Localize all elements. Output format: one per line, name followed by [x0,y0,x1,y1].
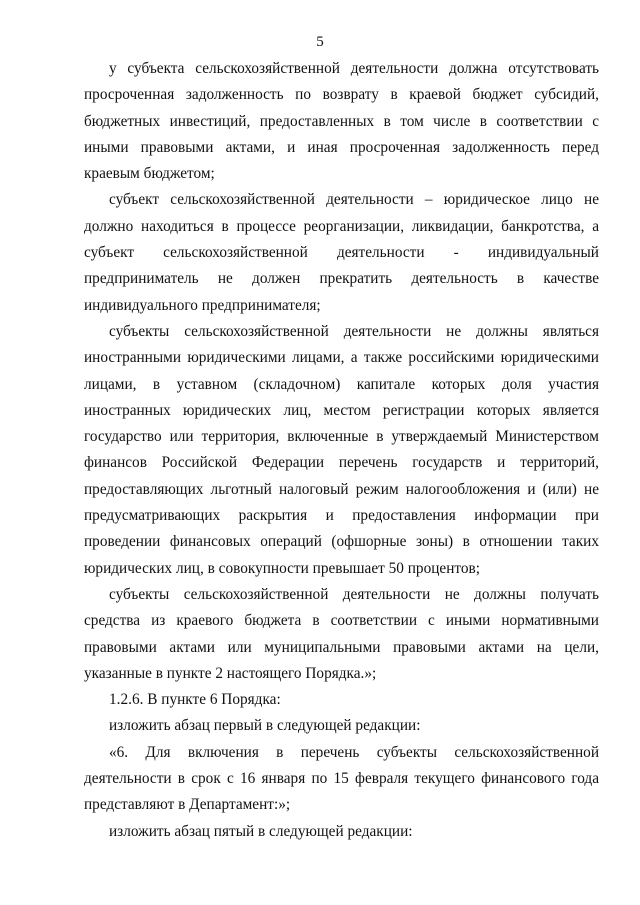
document-body [84,56,599,845]
paragraph-other-funds: субъекты сельскохозяйственной деятельности не должны получать средства из краевого бюджета в соответствии с иными нормативными правовыми актами или муниципальными правовыми актами на цели, указанные в пункте 2 настоящего Порядка.»; [84,585,599,682]
paragraph-first-abzac-instruction: изложить абзац первый в следующей редакции: [109,717,421,735]
paragraph-fifth-abzac-instruction: изложить абзац пятый в следующей редакции: [109,822,413,840]
paragraph-clause-1-2-6: 1.2.6. В пункте 6 Порядка: [109,691,281,709]
paragraph-overdue-debt: у субъекта сельскохозяйственной деятельности должна отсутствовать просроченная задолженность по возврату в краевой бюджет субсидий, бюджетных инвестиций, предоставленных в том числе в соответствии с иными правовыми актами, и иная просроченная задолженность перед краевым бюджетом; [84,60,599,183]
paragraph-foreign-entities: субъекты сельскохозяйственной деятельности не должны являться иностранными юридическими лицами, а также российскими юридическими лицами, в уставном (складочном) капитале которых доля участия иностранных юридических лиц, местом регистрации которых является государство или территория, включенные в утверждаемый Министерством финансов Российской Федерации перечень государств и территорий, предоставляющих льготный налоговый режим налогообложения и (или) не предусматривающих раскрытия и предоставления информации при проведении финансовых операций (офшорные зоны) в отношении таких юридических лиц, в совокупности превышает 50 процентов; [84,322,599,577]
paragraph-reorganization: субъект сельскохозяйственной деятельности – юридическое лицо не должно находиться в процессе реорганизации, ликвидации, банкротства, а субъект сельскохозяйственной деятельности - индивидуальный предприниматель не должен прекратить деятельность в качестве индивидуального предпринимателя; [84,191,599,314]
page-number: 5 [316,34,324,50]
paragraph-clause-6-text: «6. Для включения в перечень субъекты сельскохозяйственной деятельности в срок с 16 января по 15 февраля текущего финансового года представляют в Департамент:»; [84,743,599,814]
